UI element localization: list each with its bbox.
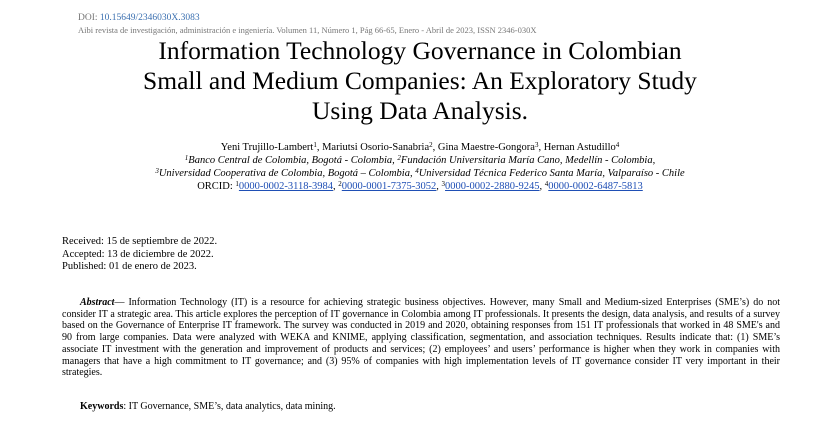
keywords-line xyxy=(80,401,336,412)
author-2-sup: 2 xyxy=(429,141,433,149)
affil-sup-2: 2 xyxy=(397,154,401,162)
orcid-link-2[interactable]: 0000-0001-7375-3052 xyxy=(341,181,437,192)
orcid-line xyxy=(40,180,800,193)
affil-sup-4: 4 xyxy=(415,167,419,175)
affiliation-1: Banco Central de Colombia, Bogotá - Colombia, xyxy=(188,155,398,166)
author-sep: , xyxy=(538,142,544,153)
orcid-sep: , xyxy=(436,181,442,192)
author-sep: , xyxy=(432,142,438,153)
orcid-link-3[interactable]: 0000-0002-2880-9245 xyxy=(445,181,540,192)
title-line-1: Information Technology Governance in Colombian xyxy=(158,36,682,65)
orcid-sup-4: 4 xyxy=(544,180,549,188)
accepted-date: Accepted: 13 de diciembre de 2022. xyxy=(62,248,214,260)
author-4: Hernan Astudillo xyxy=(543,142,616,153)
journal-line: Aibi revista de investigación, administración e ingeniería. Volumen 11, Número 1, Pág 66-65, Enero - Abril de 2023, ISSN 2346-030X xyxy=(78,25,537,35)
author-2: Mariutsi Osorio-Sanabria xyxy=(322,142,430,153)
orcid-sup-1: 1 xyxy=(235,180,239,188)
published-date: Published: 01 de enero de 2023. xyxy=(62,261,197,272)
keywords-text: : IT Governance, SME’s, data analytics, data mining. xyxy=(123,401,336,412)
affil-sup-3: 3 xyxy=(155,167,159,175)
author-list xyxy=(40,141,800,154)
paper-title xyxy=(40,36,800,126)
title-line-3: Using Data Analysis. xyxy=(311,96,529,125)
publication-dates xyxy=(62,236,217,274)
author-1: Yeni Trujillo-Lambert xyxy=(220,142,314,153)
received-date: Received: 15 de septiembre de 2022. xyxy=(62,236,218,247)
affiliation-4: Universidad Técnica Federico Santa María, Valparaíso - Chile xyxy=(418,168,685,179)
affiliation-3: Universidad Cooperativa de Colombia, Bogotá – Colombia, xyxy=(158,168,416,179)
abstract-body: — Information Technology (IT) is a resource for achieving strategic business objectives. However, many Small and Medium-sized Enterprises (SME’s) do not consider IT a strategic area. This article explores the perception of IT governance in Colombia among IT professionals. It presents the design, data analysis, and results of a survey based on the Governance of Enterprise IT framework. The survey was conducted in 2019 and 2020, obtaining responses from 151 IT professionals that worked in 48 SME's and 90 from large companies. Data were analyzed with WEKA and KNIME, applying classification, segmentation, and association techniques. Results indicate that: (1) SME’s associate IT investment with the generation and improvement of products and services; (2) employees’ and users’ performance is higher when they work in companies with managers that have a high commitment to IT governance; and (3) 95% of companies with high implementation levels of IT governance consider IT very important in their strategies. xyxy=(62,297,780,379)
author-3-sup: 3 xyxy=(534,141,539,149)
author-1-sup: 1 xyxy=(313,141,317,149)
author-4-sup: 4 xyxy=(615,141,620,149)
affiliation-2: Fundación Universitaria María Cano, Medellín - Colombia, xyxy=(400,155,656,166)
affiliation-line-2 xyxy=(40,167,800,180)
orcid-label: ORCID: xyxy=(197,181,236,192)
title-line-2: Small and Medium Companies: An Exploratory Study xyxy=(143,66,697,95)
orcid-sup-3: 3 xyxy=(441,180,446,188)
keywords-label: Keywords xyxy=(80,401,124,412)
abstract-label: Abstract xyxy=(80,297,115,308)
doi-line xyxy=(78,13,200,23)
author-block xyxy=(40,141,800,193)
author-3: Gina Maestre-Gongora xyxy=(437,142,535,153)
orcid-sep: , xyxy=(539,181,545,192)
abstract-paragraph xyxy=(62,297,780,379)
orcid-sup-2: 2 xyxy=(338,180,342,188)
orcid-sep: , xyxy=(333,181,339,192)
orcid-link-1[interactable]: 0000-0002-3118-3984 xyxy=(238,181,334,192)
author-sep: , xyxy=(316,142,323,153)
doi-link[interactable]: 10.15649/2346030X.3083 xyxy=(99,13,200,23)
doi-prefix: DOI: xyxy=(78,13,100,23)
affiliation-line-1 xyxy=(40,154,800,167)
affil-sup-1: 1 xyxy=(184,154,189,162)
orcid-link-4[interactable]: 0000-0002-6487-5813 xyxy=(548,181,643,192)
